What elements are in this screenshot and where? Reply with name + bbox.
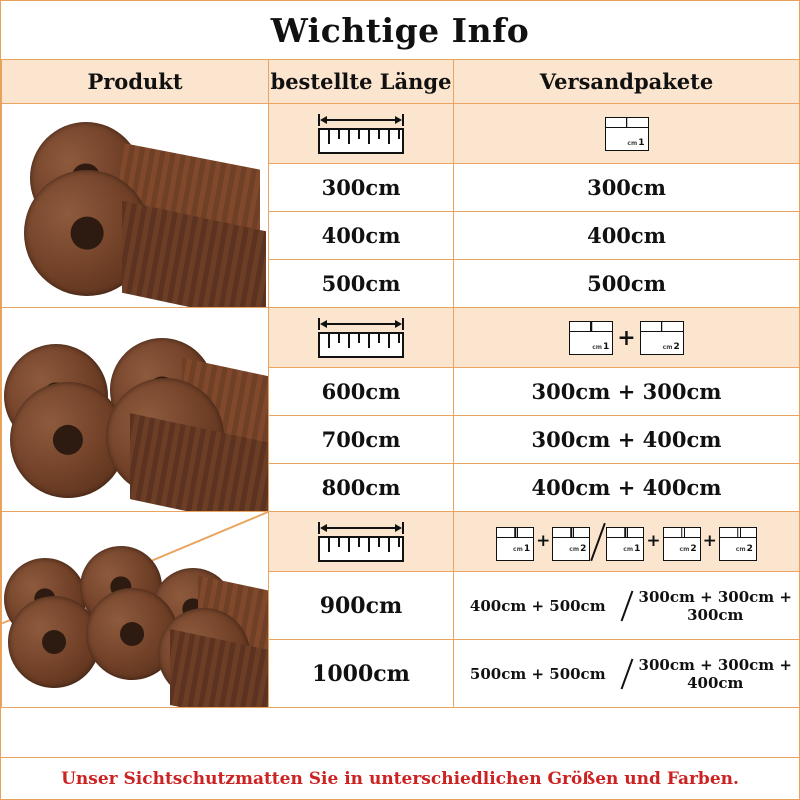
shipping-packages: 400cm [454, 212, 800, 260]
package-box-icon: cm2 [552, 527, 590, 557]
package-icon-cell-3 [454, 512, 800, 572]
shipping-packages: 300cm + 400cm [454, 416, 800, 464]
shipping-packages-option-a: 400cm + 500cm [469, 596, 606, 615]
package-icons-group-1 [454, 117, 799, 151]
ruler-icon-cell-3 [269, 512, 454, 572]
plus-sign: + [536, 531, 551, 551]
table-header-row [2, 60, 800, 104]
ruler-body-icon [318, 536, 404, 562]
option-divider [591, 522, 607, 560]
measure-arrow-icon [318, 318, 404, 330]
footer-note: Unser Sichtschutzmatten Sie in unterschiedlichen Größen und Farben. [61, 768, 739, 789]
shipping-packages-split [454, 572, 800, 640]
plus-sign: + [702, 531, 717, 551]
product-image-group-3 [2, 512, 269, 708]
mat-illustration-1 [2, 104, 268, 307]
plus-sign: + [617, 324, 636, 351]
ruler-icon [269, 522, 453, 562]
ruler-icon-cell-2 [269, 308, 454, 368]
shipping-packages: 400cm + 400cm [454, 464, 800, 512]
package-icons-group-3 [454, 522, 799, 562]
roll-core-hole [120, 622, 144, 646]
plus-sign: + [646, 531, 661, 551]
package-icon-cell-1 [454, 104, 800, 164]
group-2-icon-row [2, 308, 800, 368]
ruler-icon [269, 114, 453, 154]
column-header-shipping-packages: Versandpakete [454, 60, 800, 104]
table-head [2, 60, 800, 104]
measure-arrow-icon [318, 522, 404, 534]
ordered-length: 500cm [269, 260, 454, 308]
shipping-packages-option-b: 300cm + 300cm + 300cm [638, 587, 792, 624]
shipping-packages: 300cm + 300cm [454, 368, 800, 416]
column-header-product: Produkt [2, 60, 269, 104]
shipping-packages-split [454, 640, 800, 708]
ordered-length: 800cm [269, 464, 454, 512]
package-box-icon: cm2 [640, 321, 684, 355]
ordered-length: 700cm [269, 416, 454, 464]
mat-illustration-3 [2, 512, 268, 707]
package-box-icon: cm1 [606, 527, 644, 557]
ruler-icon-cell-1 [269, 104, 454, 164]
package-box-icon: cm2 [663, 527, 701, 557]
roll-core-hole [53, 425, 83, 455]
shipping-packages: 500cm [454, 260, 800, 308]
package-box-icon: cm1 [569, 321, 613, 355]
table-body [2, 104, 800, 708]
package-box-icon: cm1 [605, 117, 649, 151]
ruler-icon [269, 318, 453, 358]
ordered-length: 400cm [269, 212, 454, 260]
ruler-body-icon [318, 332, 404, 358]
roll-core-hole [42, 630, 66, 654]
product-image-group-1 [2, 104, 269, 308]
package-icon-cell-2 [454, 308, 800, 368]
group-3-icon-row [2, 512, 800, 572]
column-header-ordered-length: bestellte Länge [269, 60, 454, 104]
package-icons-group-2 [454, 321, 799, 355]
page-title-bar [1, 1, 799, 59]
roll-core-hole [71, 217, 104, 250]
product-image-group-2 [2, 308, 269, 512]
group-1-icon-row [2, 104, 800, 164]
ordered-length: 1000cm [269, 640, 454, 708]
ordered-length: 300cm [269, 164, 454, 212]
footer-note-bar [1, 757, 799, 799]
shipping-packages-option-a: 500cm + 500cm [469, 664, 606, 683]
shipping-packages: 300cm [454, 164, 800, 212]
ordered-length: 900cm [269, 572, 454, 640]
ordered-length: 600cm [269, 368, 454, 416]
shipping-packages-table [1, 59, 800, 708]
package-box-icon: cm1 [496, 527, 534, 557]
measure-arrow-icon [318, 114, 404, 126]
page-title: Wichtige Info [270, 10, 530, 50]
shipping-packages-option-b: 300cm + 300cm + 400cm [638, 655, 792, 692]
package-box-icon: cm2 [719, 527, 757, 557]
ruler-body-icon [318, 128, 404, 154]
mat-illustration-2 [2, 308, 268, 511]
